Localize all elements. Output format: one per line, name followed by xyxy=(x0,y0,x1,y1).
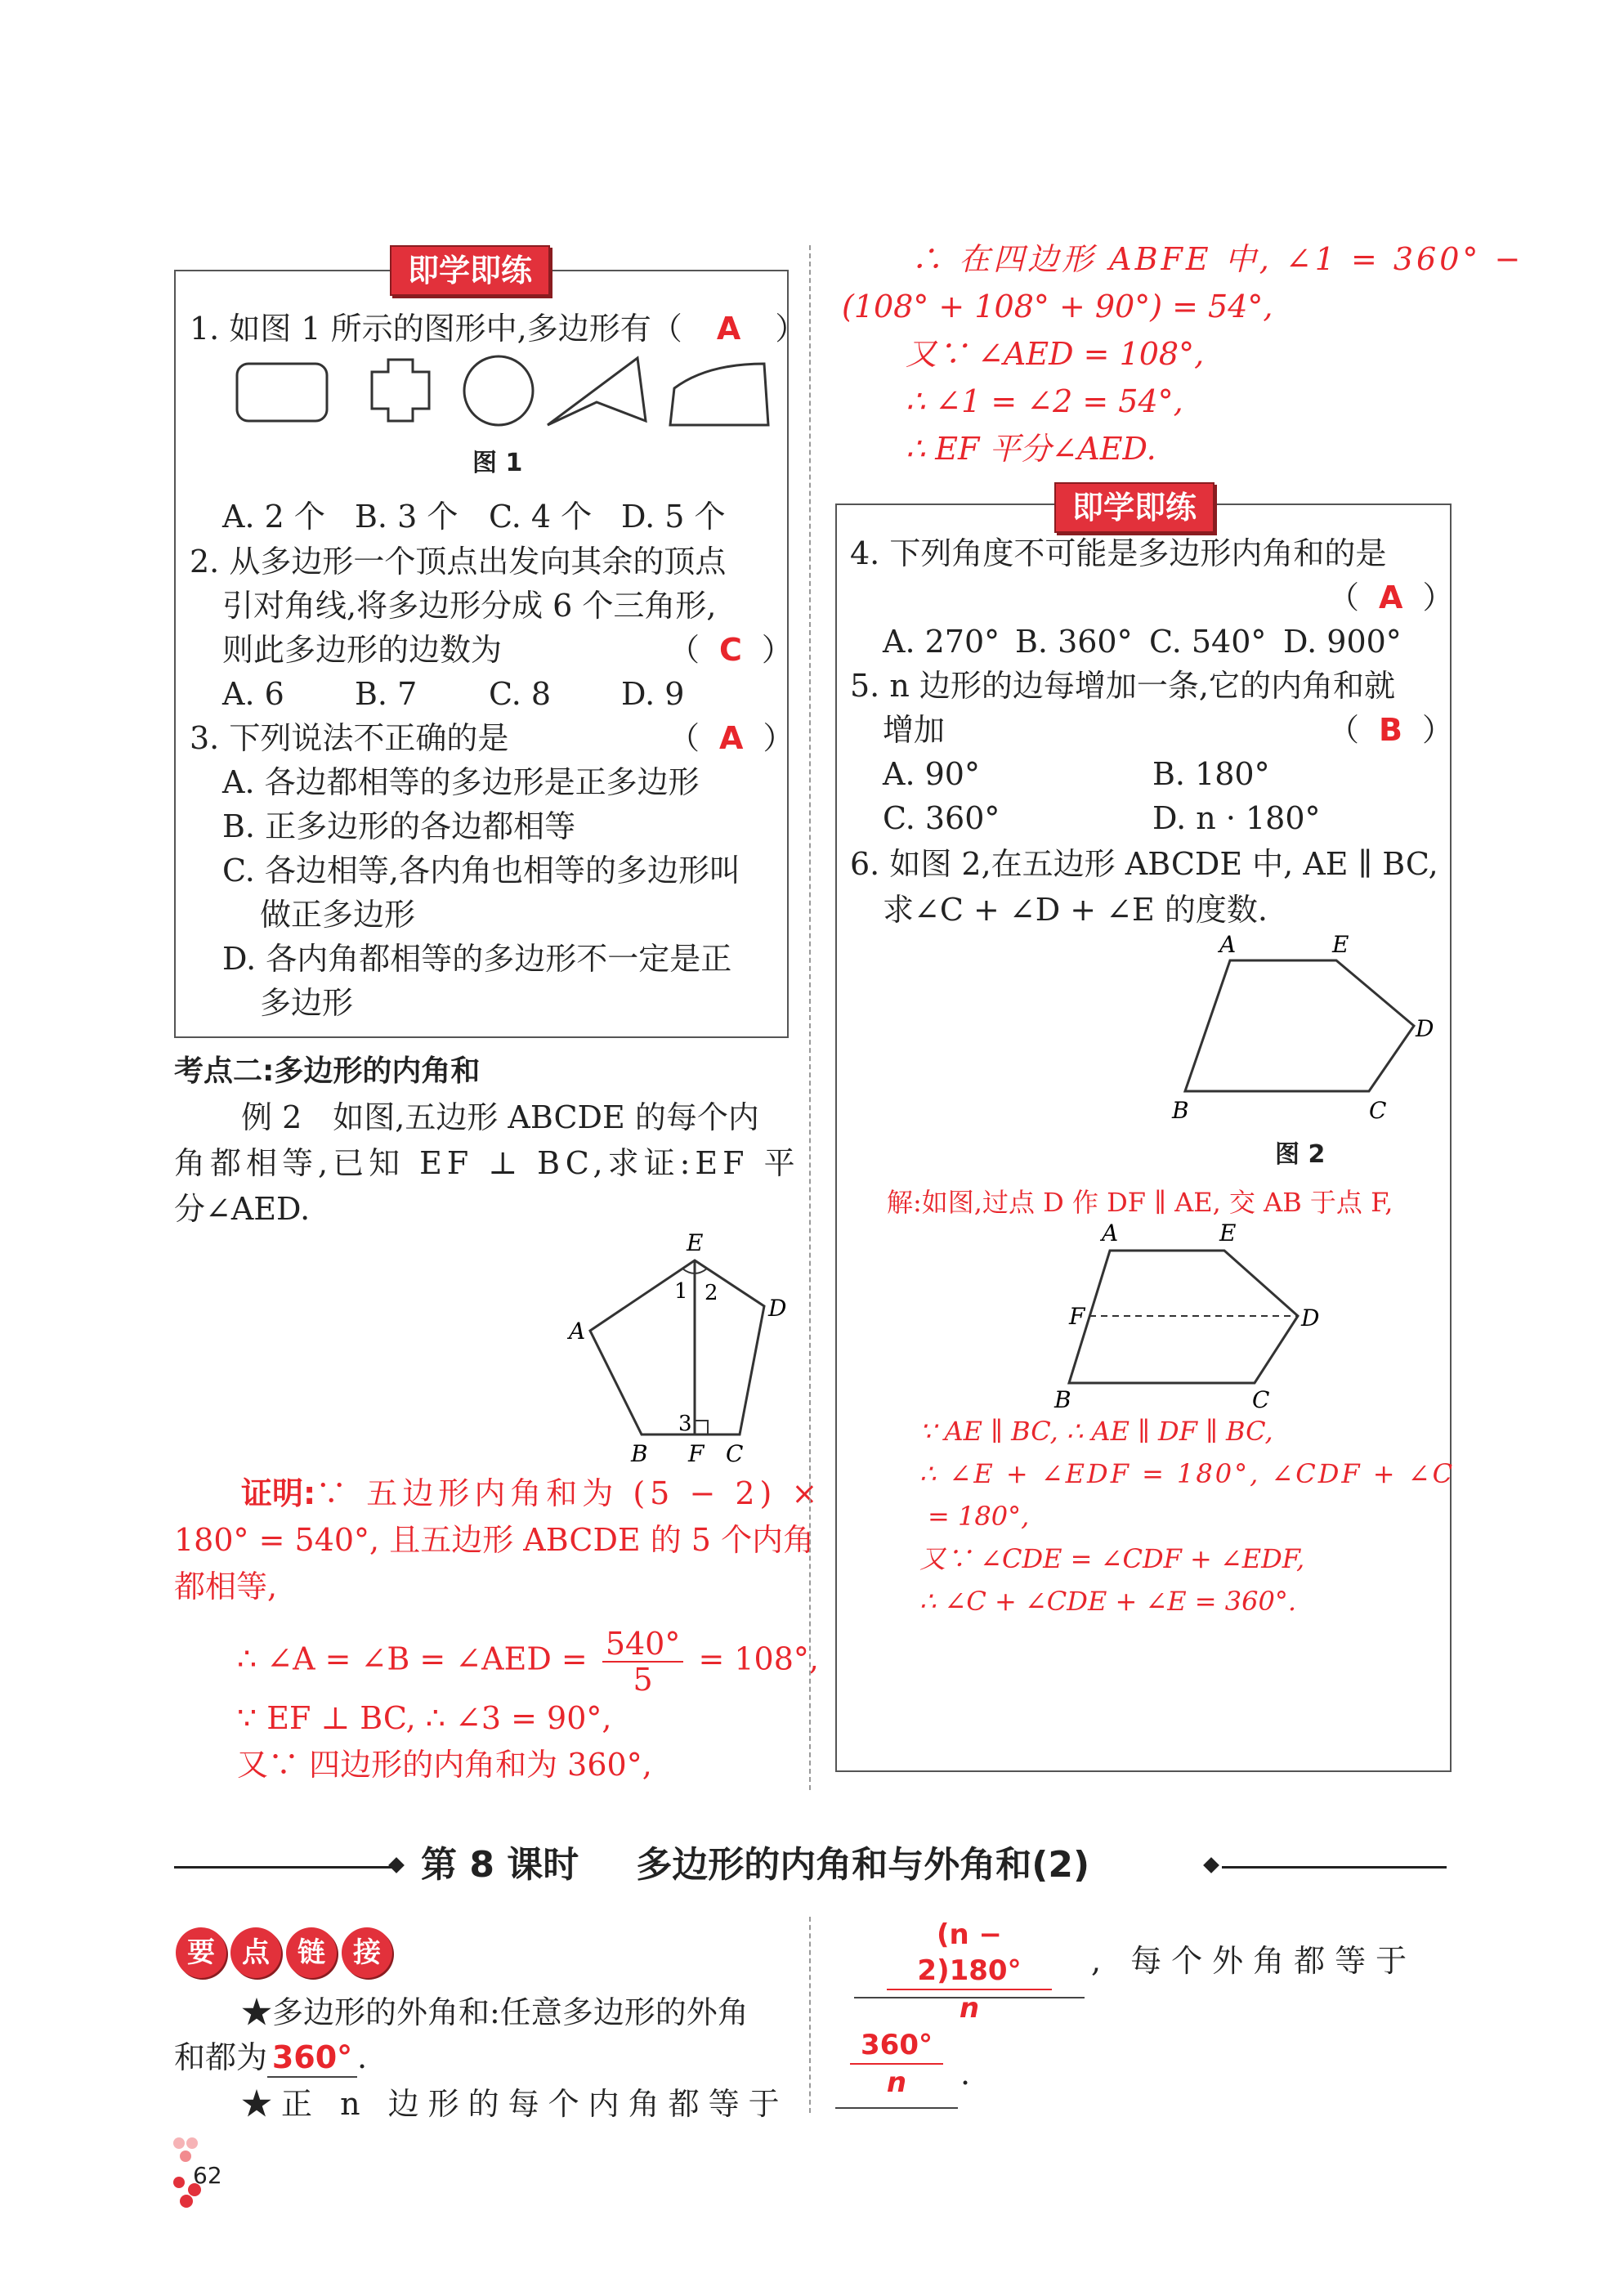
solution-line-1: ∵ AE ∥ BC, ∴ AE ∥ DF ∥ BC, xyxy=(919,1416,1273,1447)
cont-line-2: (108° + 108° + 90°) = 54°, xyxy=(842,289,1273,324)
proof-line-5: ∵ EF ⊥ BC, ∴ ∠3 = 90°, xyxy=(237,1700,612,1736)
q3-answer: A xyxy=(719,720,744,756)
q4-answer: A xyxy=(1379,580,1403,615)
blank-line-2 xyxy=(835,2107,958,2109)
q5-option-b: B. 180° xyxy=(1152,756,1270,792)
q2-line-1: 2. 从多边形一个顶点出发向其余的顶点 xyxy=(190,544,727,580)
fig2-label-E: E xyxy=(1332,932,1349,958)
q4-text: 4. 下列角度不可能是多边形内角和的是 xyxy=(850,535,1387,571)
cross-shape xyxy=(372,360,429,421)
q6-line-2: 求∠C + ∠D + ∠E 的度数. xyxy=(883,892,1268,928)
proof-line-6: 又∵ 四边形的内角和为 360°, xyxy=(237,1747,652,1783)
fill-blank-360: 360° xyxy=(267,2039,357,2078)
q3-option-c: C. 各边相等,各内角也相等的多边形叫 xyxy=(222,853,740,888)
yaodian-right-end: . xyxy=(960,2056,971,2092)
label-A: A xyxy=(569,1318,586,1345)
yaodian-right-text: , 每个外角都等于 xyxy=(1091,1943,1417,1979)
fill-blank-exterior-angle: 360° n xyxy=(835,2027,958,2101)
figure-1-label: 图 1 xyxy=(472,449,523,477)
q4-answer-bracket: （ A ） xyxy=(1328,580,1454,615)
q3-option-b: B. 正多边形的各边都相等 xyxy=(222,808,576,844)
q5-text: 5. n 边形的边每增加一条,它的内角和就 xyxy=(850,668,1395,704)
sol-label-C: C xyxy=(1252,1386,1270,1413)
yaodian-line-2: 和都为 360° . xyxy=(174,2035,367,2079)
proof-line-3: 都相等, xyxy=(174,1569,278,1605)
yaodian-line-1: ★多边形的外角和:任意多边形的外角 xyxy=(241,1994,749,2030)
fig2-label-C: C xyxy=(1369,1097,1387,1124)
label-F: F xyxy=(688,1440,705,1467)
q2-options: A. 6 B. 7 C. 8 D. 9 xyxy=(222,676,685,712)
solution-line-3: = 180°, xyxy=(928,1501,1030,1532)
q2-line-3: 则此多边形的边数为 xyxy=(222,632,503,668)
q2-line-2: 引对角线,将多边形分成 6 个三角形, xyxy=(222,588,717,624)
q4-options: A. 270° B. 360° C. 540° D. 900° xyxy=(883,624,1402,660)
figure-2-label: 图 2 xyxy=(1275,1140,1326,1169)
q5-option-a: A. 90° xyxy=(883,756,980,792)
cont-line-4: ∴ ∠1 = ∠2 = 54°, xyxy=(906,383,1183,419)
yaodian-badge-1: 要 xyxy=(176,1927,226,1978)
yaodian-line-3: ★正 n 边形的每个内角都等于 xyxy=(241,2086,789,2122)
section-rule-right xyxy=(1222,1866,1447,1869)
proof-line-1: 证明:∵ 五边形内角和为 (5 − 2) × xyxy=(241,1475,823,1511)
practice-box-2-title: 即学即练 xyxy=(1054,482,1215,533)
yaodian-badge-3: 链 xyxy=(286,1927,337,1978)
solution-line-5: ∴ ∠C + ∠CDE + ∠E = 360°. xyxy=(919,1586,1297,1617)
kaodian-heading: 考点二:多边形的内角和 xyxy=(174,1054,481,1088)
sol-label-B: B xyxy=(1054,1386,1071,1413)
sol-label-E: E xyxy=(1219,1220,1237,1246)
page-number: 62 xyxy=(193,2162,222,2189)
q3-option-d-cont: 多边形 xyxy=(260,985,354,1021)
section-diamond-right xyxy=(1203,1857,1219,1873)
fraction-denominator: 5 xyxy=(633,1662,653,1698)
q3-answer-bracket: （ A ） xyxy=(669,720,794,756)
proof-line-4: ∴ ∠A = ∠B = ∠AED = $\frac{540^\circ}{5}$ = 108°, xyxy=(237,1626,819,1698)
cont-line-5: ∴ EF 平分∠AED. xyxy=(906,431,1156,467)
solution-figure xyxy=(1038,1218,1332,1422)
example-2-line-1: 例 2 如图,五边形 ABCDE 的每个内 xyxy=(241,1099,759,1135)
rounded-rectangle-shape xyxy=(237,364,327,421)
fraction-numerator: 540° xyxy=(602,1627,684,1663)
q3-text: 3. 下列说法不正确的是 xyxy=(190,720,509,756)
solution-head: 解:如图,过点 D 作 DF ∥ AE, 交 AB 于点 F, xyxy=(887,1187,1393,1218)
fill-blank-interior-angle: (n − 2)180° n xyxy=(854,1917,1085,2026)
q1-answer: A xyxy=(716,311,741,347)
section-diamond-left xyxy=(388,1857,405,1873)
circle-shape xyxy=(464,356,533,425)
practice-box-1-title: 即学即练 xyxy=(390,245,550,296)
q6-line-1: 6. 如图 2,在五边形 ABCDE 中, AE ∥ BC, xyxy=(850,846,1438,882)
arrow-shape xyxy=(548,358,646,425)
fig2-label-D: D xyxy=(1416,1015,1434,1042)
q5-answer-bracket: （ B ） xyxy=(1328,712,1453,748)
angle-label-3: 3 xyxy=(678,1412,692,1436)
sol-label-F: F xyxy=(1069,1303,1085,1330)
figure-2-pentagon xyxy=(1161,932,1438,1128)
bottom-column-divider xyxy=(809,1917,811,2113)
column-divider xyxy=(809,245,811,1790)
fig2-label-B: B xyxy=(1172,1097,1189,1124)
angle-label-2: 2 xyxy=(705,1281,718,1305)
proof-line-2: 180° = 540°, 且五边形 ABCDE 的 5 个内角 xyxy=(174,1522,815,1558)
q2-answer: C xyxy=(719,632,742,668)
cont-line-1: ∴ 在四边形 ABFE 中, ∠1 = 360° − xyxy=(911,241,1524,277)
curved-quad-shape xyxy=(670,364,768,425)
label-D: D xyxy=(768,1295,787,1322)
sol-label-A: A xyxy=(1102,1220,1119,1246)
cont-line-3: 又∵ ∠AED = 108°, xyxy=(906,336,1205,372)
sol-label-D: D xyxy=(1301,1305,1320,1332)
blank-line-1 xyxy=(854,1997,1085,1998)
q3-option-a: A. 各边都相等的多边形是正多边形 xyxy=(222,764,700,800)
fig2-label-A: A xyxy=(1219,932,1237,958)
q5-text-2: 增加 xyxy=(883,712,946,748)
q5-option-c: C. 360° xyxy=(883,800,1000,836)
angle-label-1: 1 xyxy=(674,1279,688,1304)
label-C: C xyxy=(726,1440,744,1467)
q5-option-d: D. n · 180° xyxy=(1152,800,1321,836)
label-E: E xyxy=(687,1229,704,1256)
q1-options: A. 2 个 B. 3 个 C. 4 个 D. 5 个 xyxy=(222,499,726,535)
q1-text: 1. 如图 1 所示的图形中,多边形有（ A ） xyxy=(190,311,807,347)
label-B: B xyxy=(631,1440,648,1467)
yaodian-badge-2: 点 xyxy=(230,1927,281,1978)
q2-answer-bracket: （ C ） xyxy=(669,632,793,668)
solution-line-2: ∴ ∠E + ∠EDF = 180°, ∠CDF + ∠C xyxy=(919,1458,1456,1489)
section-rule-left xyxy=(174,1866,395,1869)
solution-line-4: 又∵ ∠CDE = ∠CDF + ∠EDF, xyxy=(919,1543,1305,1574)
q3-option-d: D. 各内角都相等的多边形不一定是正 xyxy=(222,941,732,977)
yaodian-badge-4: 接 xyxy=(342,1927,392,1978)
figure-1-shapes xyxy=(229,343,785,433)
example-2-line-3: 分∠AED. xyxy=(174,1191,311,1227)
q3-option-c-cont: 做正多边形 xyxy=(260,897,416,933)
q5-answer: B xyxy=(1379,712,1402,748)
section-title: 第 8 课时 多边形的内角和与外角和(2) xyxy=(421,1844,1090,1886)
example-2-line-2: 角都相等,已知 EF ⊥ BC,求证:EF 平 xyxy=(174,1145,800,1181)
pentagon-figure xyxy=(564,1226,793,1471)
